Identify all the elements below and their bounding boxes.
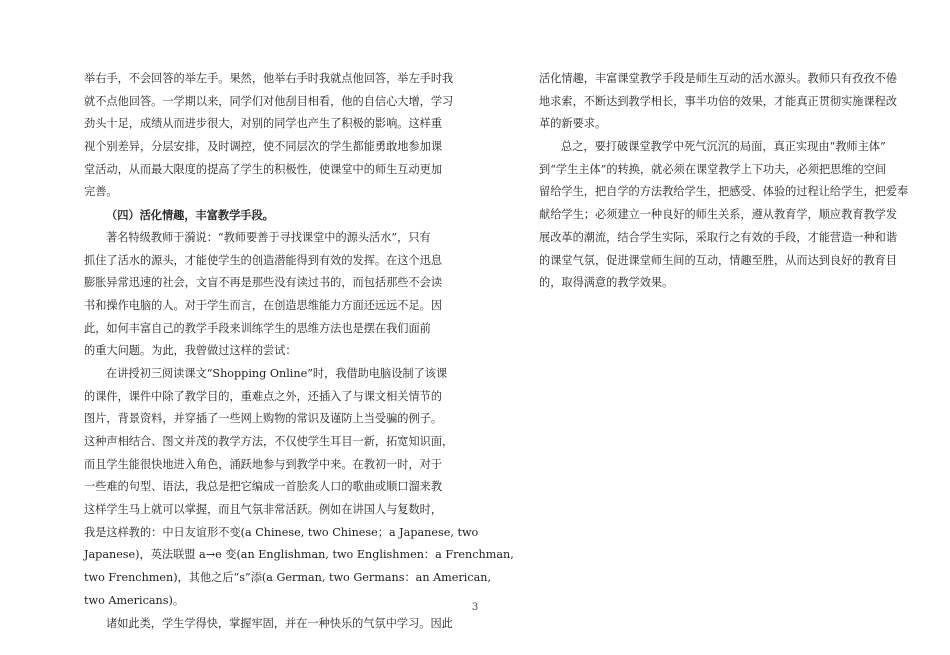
text-line: 图片，背景资料，并穿插了一些网上购物的常识及谨防上当受骗的例子。	[84, 412, 443, 426]
text-line: Japanese)，英法联盟 a→e 变(an Englishman, two Englishmen：a Frenchman,	[84, 548, 514, 562]
text-line: 视个别差异，分层安排，及时调控，使不同层次的学生都能勇敢地参加课	[84, 140, 443, 154]
text-line: 这种声相结合、图文并茂的教学方法，不仅使学生耳目一新，拓宽知识面，	[84, 435, 454, 448]
text-line: 总之，要打破课堂教学中死气沉沉的局面，真正实现由“教师主体”	[561, 140, 886, 154]
text-line: 完善。	[84, 185, 118, 199]
text-line: 地求索，不断达到教学相长，事半功倍的效果，才能真正贯彻实施课程改	[539, 94, 898, 108]
text-line: 革的新要求。	[539, 117, 607, 131]
text-line: 书和操作电脑的人。对于学生而言，在创造思维能力方面还远远不足。因	[84, 298, 443, 312]
text-line: 抓住了活水的源头，才能使学生的创造潜能得到有效的发挥。在这个迅息	[84, 253, 443, 267]
right-text-column	[539, 68, 909, 295]
text-line: 的课堂气氛，促进课堂师生间的互动，情趣至胜，从而达到良好的教育目	[539, 253, 898, 267]
text-line: 著名特级教师于漪说：“教师要善于寻找课堂中的源头活水”，只有	[106, 230, 431, 244]
text-line: 到“学生主体”的转换，就必须在课堂教学上下功夫，必须把思维的空间	[539, 162, 887, 176]
text-line: 留给学生，把自学的方法教给学生，把感受、体验的过程让给学生，把爱奉	[539, 185, 909, 199]
text-line: 而且学生能很快地进入角色，涌跃地参与到教学中来。在教初一时，对于	[84, 457, 443, 471]
text-line: 膨胀异常迅速的社会，文盲不再是那些没有读过书的，而包括那些不会读	[84, 276, 443, 290]
text-line: 这样学生马上就可以掌握，而且气氛非常活跃。例如在讲国人与复数时，	[84, 503, 443, 517]
text-line: 就不点他回答。一学期以来，同学们对他刮目相看，他的自信心大增，学习	[84, 94, 454, 108]
text-line: 我是这样教的：中日友谊形不变(a Chinese, two Chinese；a Japanese, two	[84, 525, 479, 539]
text-line: 劲头十足，成绩从而进步很大，对别的同学也产生了积极的影响。这样重	[84, 117, 443, 131]
text-line: 展改革的潮流，结合学生实际，采取行之有效的手段，才能营造一种和谐	[539, 230, 898, 244]
left-text-column	[84, 68, 514, 635]
text-line: 堂活动，从而最大限度的提高了学生的积极性，使课堂中的师生互动更加	[84, 162, 443, 176]
text-line: 此，如何丰富自己的教学手段来训练学生的思维方法也是摆在我们面前	[84, 321, 431, 335]
text-line: 举右手，不会回答的举左手。果然，他举右手时我就点他回答，举左手时我	[84, 72, 454, 85]
text-line: 在讲授初三阅读课文“Shopping Online”时，我借助电脑设制了该课	[106, 366, 448, 380]
text-line: two Americans)。	[84, 593, 185, 607]
section-heading: （四）活化情趣，丰富教学手段。	[106, 208, 274, 223]
text-line: 活化情趣，丰富课堂教学手段是师生互动的活水源头。教师只有孜孜不倦	[539, 72, 898, 85]
text-line: 的课件，课件中除了教学目的，重难点之外，还插入了与课文相关情节的	[84, 389, 443, 403]
text-line: 的，取得满意的教学效果。	[539, 276, 674, 290]
page-number: 3	[471, 602, 479, 613]
text-line: 的重大问题。为此，我曾做过这样的尝试：	[84, 344, 297, 358]
text-line: 一些难的句型、语法，我总是把它编成一首脍炙人口的歌曲或顺口溜来教	[84, 480, 443, 494]
text-line: 诸如此类，学生学得快，掌握牢固，并在一种快乐的气氛中学习。因此	[106, 616, 453, 630]
text-line: two Frenchmen)，其他之后“s”添(a German, two Germans：an American,	[84, 571, 492, 585]
text-line: 献给学生；必须建立一种良好的师生关系，遵从教育学，顺应教育教学发	[539, 208, 898, 222]
